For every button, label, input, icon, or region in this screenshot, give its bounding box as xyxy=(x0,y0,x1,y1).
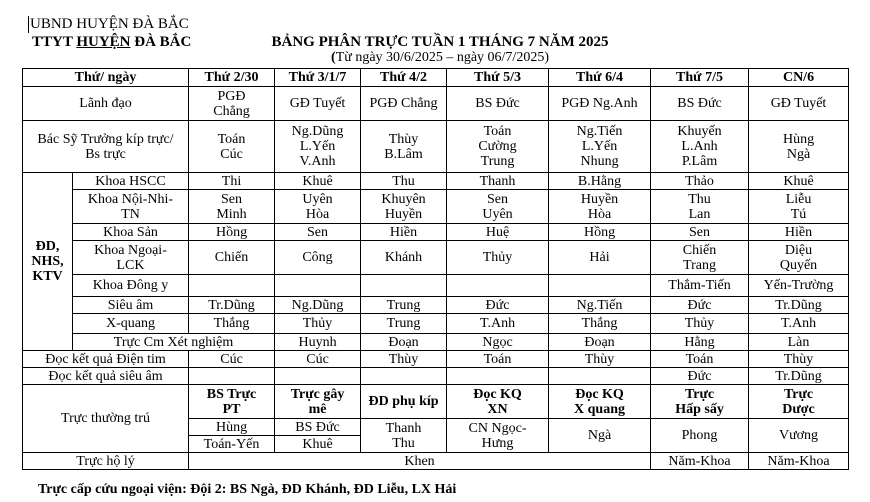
cell xyxy=(361,368,447,385)
header-fri: Thứ 6/4 xyxy=(549,69,651,87)
cell: Đoạn xyxy=(549,334,651,351)
cell: T.Anh xyxy=(749,314,849,334)
cell: Diệu Quyến xyxy=(749,241,849,275)
cell: Thùy B.Lâm xyxy=(361,121,447,173)
cell: Thùy xyxy=(549,351,651,368)
cell: Khuê xyxy=(275,436,361,453)
cell: Khen xyxy=(189,453,651,470)
date-range-text: Từ ngày 30/6/2025 – ngày 06/7/2025) xyxy=(335,50,549,65)
cell: PGĐ Chẳng xyxy=(361,87,447,121)
cell: Sen xyxy=(651,224,749,241)
cell: Sen xyxy=(275,224,361,241)
row-khoa-noi xyxy=(23,190,849,224)
row-label: Khoa Đông y xyxy=(73,275,189,297)
cell: Chiến Trang xyxy=(651,241,749,275)
cell: Khánh xyxy=(361,241,447,275)
row-khoa-dong-y xyxy=(23,275,849,297)
cell: Hằng xyxy=(651,334,749,351)
cell: Phong xyxy=(651,419,749,453)
cell: Toán Cúc xyxy=(189,121,275,173)
cell: Hùng xyxy=(189,419,275,436)
cell: Cúc xyxy=(189,351,275,368)
cell-header: BS Trực PT xyxy=(189,385,275,419)
row-dien-tim xyxy=(23,351,849,368)
row-bac-sy xyxy=(23,121,849,173)
cell: PGĐ Chẳng xyxy=(189,87,275,121)
header-mon: Thứ 2/30 xyxy=(189,69,275,87)
cell: BS Đức xyxy=(447,87,549,121)
row-label: X-quang xyxy=(73,314,189,334)
row-thuong-tru-header xyxy=(23,385,849,419)
row-label: Khoa Ngoại- LCK xyxy=(73,241,189,275)
cell: Năm-Khoa xyxy=(651,453,749,470)
cell: Thủy xyxy=(651,314,749,334)
cell: Hiền xyxy=(361,224,447,241)
cell: Sen Uyên xyxy=(447,190,549,224)
cell: Huyền Hòa xyxy=(549,190,651,224)
cell: GĐ Tuyết xyxy=(275,87,361,121)
cell: Ngọc xyxy=(447,334,549,351)
header-sun: CN/6 xyxy=(749,69,849,87)
cell: Chiến xyxy=(189,241,275,275)
cell: Ng.Dũng L.Yến V.Anh xyxy=(275,121,361,173)
cell-header: Đọc KQ X quang xyxy=(549,385,651,419)
header-row xyxy=(23,69,849,87)
cell-header: Trực gây mê xyxy=(275,385,361,419)
cell: Thắng xyxy=(189,314,275,334)
cell xyxy=(447,368,549,385)
cell: Sen Minh xyxy=(189,190,275,224)
header-thu: Thứ 5/3 xyxy=(447,69,549,87)
row-xet-nghiem xyxy=(23,334,849,351)
cell: Ng.Dũng xyxy=(275,297,361,314)
cell: Trung xyxy=(361,297,447,314)
cell-header: Trực Hấp sấy xyxy=(651,385,749,419)
cell: B.Hằng xyxy=(549,173,651,190)
cell: GĐ Tuyết xyxy=(749,87,849,121)
cell: Tr.Dũng xyxy=(749,297,849,314)
row-ket-qua-sieu-am xyxy=(23,368,849,385)
cell xyxy=(275,368,361,385)
cell: Toán xyxy=(651,351,749,368)
cell: Huệ xyxy=(447,224,549,241)
cell: Trung xyxy=(361,314,447,334)
cell xyxy=(447,275,549,297)
cell: Hồng xyxy=(549,224,651,241)
cell: Hồng xyxy=(189,224,275,241)
cell: Ng.Tiến L.Yến Nhung xyxy=(549,121,651,173)
org-name-line2 xyxy=(32,34,191,51)
cell: Thảo xyxy=(651,173,749,190)
cell: Thủy xyxy=(447,241,549,275)
row-sieu-am xyxy=(23,297,849,314)
cell: Tr.Dũng xyxy=(749,368,849,385)
cell: Đoạn xyxy=(361,334,447,351)
row-khoa-hscc xyxy=(23,173,849,190)
cell: Toán-Yến xyxy=(189,436,275,453)
cell: Yến-Trường xyxy=(749,275,849,297)
cell: Thanh xyxy=(447,173,549,190)
row-khoa-san xyxy=(23,224,849,241)
date-range xyxy=(230,50,650,66)
header-day-label: Thứ/ ngày xyxy=(23,69,189,87)
row-label: Trực thường trú xyxy=(23,385,189,453)
cell xyxy=(549,368,651,385)
cell xyxy=(189,275,275,297)
staff-group-label: ĐD, NHS, KTV xyxy=(23,173,73,351)
row-label: Khoa Nội-Nhi- TN xyxy=(73,190,189,224)
date-range-open: ( xyxy=(331,50,336,65)
cell: Khuyến L.Anh P.Lâm xyxy=(651,121,749,173)
cell xyxy=(275,275,361,297)
row-label: Trực Cm Xét nghiệm xyxy=(73,334,275,351)
row-label: Đọc kết quả Điện tim xyxy=(23,351,189,368)
cell: Tr.Dũng xyxy=(189,297,275,314)
cell-header: Trực Dược xyxy=(749,385,849,419)
cell: Thu Lan xyxy=(651,190,749,224)
row-label: Bác Sỹ Trưởng kíp trực/ Bs trực xyxy=(23,121,189,173)
cell: Đức xyxy=(651,368,749,385)
cell: Năm-Khoa xyxy=(749,453,849,470)
cell: Hiền xyxy=(749,224,849,241)
duty-roster-table xyxy=(22,68,849,470)
row-label: Trực hộ lý xyxy=(23,453,189,470)
cell: Ngà xyxy=(549,419,651,453)
header-sat: Thứ 7/5 xyxy=(651,69,749,87)
row-label: Đọc kết quả siêu âm xyxy=(23,368,189,385)
cell: Khuê xyxy=(275,173,361,190)
cell: Khuê xyxy=(749,173,849,190)
org-prefix: TTYT xyxy=(32,34,77,50)
cell: Khuyên Huyền xyxy=(361,190,447,224)
cell: Thu xyxy=(361,173,447,190)
cell: BS Đức xyxy=(651,87,749,121)
cell: Thắm-Tiến xyxy=(651,275,749,297)
cell: Liễu Tú xyxy=(749,190,849,224)
cell: Toán Cường Trung xyxy=(447,121,549,173)
row-lanh-dao xyxy=(23,87,849,121)
cell: Hùng Ngà xyxy=(749,121,849,173)
cell: Thắng xyxy=(549,314,651,334)
org-suffix: ĐÀ BẮC xyxy=(130,34,192,50)
org-name-line1: UBND HUYỆN ĐÀ BẮC xyxy=(30,16,189,32)
row-khoa-ngoai xyxy=(23,241,849,275)
cell: Đức xyxy=(447,297,549,314)
cell: T.Anh xyxy=(447,314,549,334)
cell xyxy=(189,368,275,385)
org-underlined-word: HUYỆN xyxy=(76,34,131,50)
row-ho-ly xyxy=(23,453,849,470)
cell: Ng.Tiến xyxy=(549,297,651,314)
cell: Huynh xyxy=(275,334,361,351)
cell: PGĐ Ng.Anh xyxy=(549,87,651,121)
cell xyxy=(549,275,651,297)
document-title: BẢNG PHÂN TRỰC TUẦN 1 THÁNG 7 NĂM 2025 xyxy=(271,34,609,50)
cell: Uyên Hòa xyxy=(275,190,361,224)
cell: Đức xyxy=(651,297,749,314)
cell: Cúc xyxy=(275,351,361,368)
cell: Thi xyxy=(189,173,275,190)
header-wed: Thứ 4/2 xyxy=(361,69,447,87)
cell: Thanh Thu xyxy=(361,419,447,453)
cell: CN Ngọc- Hưng xyxy=(447,419,549,453)
cell: Thùy xyxy=(749,351,849,368)
row-label: Khoa Sản xyxy=(73,224,189,241)
cell: Làn xyxy=(749,334,849,351)
cell xyxy=(361,275,447,297)
cell: BS Đức xyxy=(275,419,361,436)
cell: Vương xyxy=(749,419,849,453)
cell-header: Đọc KQ XN xyxy=(447,385,549,419)
cell: Thùy xyxy=(361,351,447,368)
row-x-quang xyxy=(23,314,849,334)
row-label: Khoa HSCC xyxy=(73,173,189,190)
cell: Công xyxy=(275,241,361,275)
row-label: Lãnh đạo xyxy=(23,87,189,121)
cell: Toán xyxy=(447,351,549,368)
cell: Hải xyxy=(549,241,651,275)
row-label: Siêu âm xyxy=(73,297,189,314)
emergency-team-note: Trực cấp cứu ngoại viện: Đội 2: BS Ngà, ĐD Khánh, ĐD Liễu, LX Hải xyxy=(38,482,457,497)
cell: Thủy xyxy=(275,314,361,334)
header-tue: Thứ 3/1/7 xyxy=(275,69,361,87)
cell-header: ĐD phụ kíp xyxy=(361,385,447,419)
